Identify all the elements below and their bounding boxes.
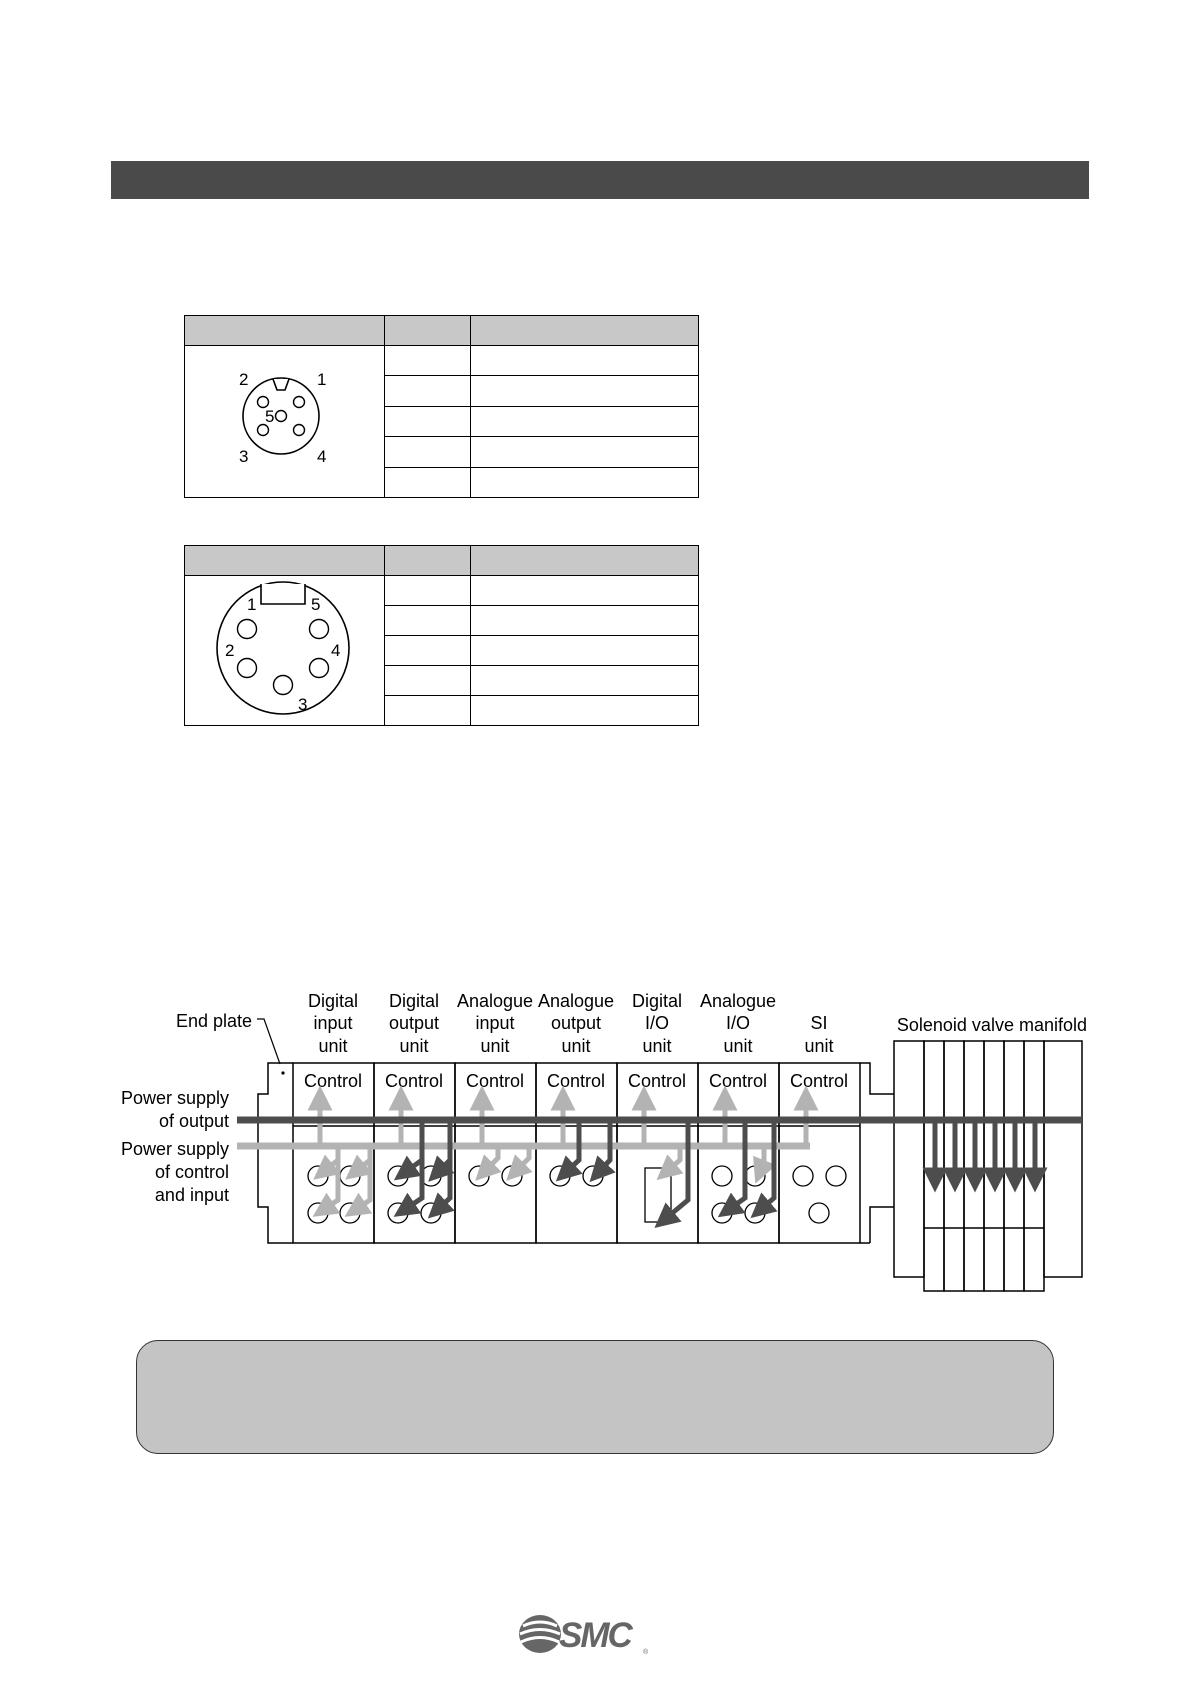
power-supply-diagram: [0, 960, 1190, 1300]
pin-label: 1: [247, 595, 257, 614]
unit-label: input: [475, 1013, 515, 1033]
power-control-label: Power supply: [120, 1139, 229, 1159]
unit-label: Analogue: [537, 991, 615, 1011]
pin-label: 3: [239, 447, 249, 466]
pin-label: 5: [311, 595, 321, 614]
table-header-row: [185, 546, 699, 576]
control-label: Control: [384, 1071, 444, 1091]
control-label: Control: [465, 1071, 525, 1091]
power-output-label: Power supply: [120, 1088, 229, 1108]
unit-label: I/O: [725, 1013, 751, 1033]
control-label: Control: [627, 1071, 687, 1091]
unit-label: Digital: [631, 991, 683, 1011]
unit-label: unit: [399, 1036, 429, 1056]
pin-label: 1: [317, 370, 327, 389]
unit-label: SI: [810, 1013, 828, 1033]
smc-logo: [515, 1610, 675, 1665]
note-box: [136, 1340, 1054, 1454]
unit-label: output: [550, 1013, 602, 1033]
control-label: Control: [546, 1071, 606, 1091]
pin-table-1: [184, 315, 699, 498]
table-header-row: [185, 316, 699, 346]
section-header-bar: [111, 161, 1089, 199]
pin-label: 4: [331, 641, 341, 660]
pin-label: 3: [298, 695, 308, 714]
table-row: [185, 346, 699, 376]
power-control-label: of control: [154, 1162, 229, 1182]
pin-label: 4: [317, 447, 327, 466]
unit-label: Digital: [307, 991, 359, 1011]
unit-label: unit: [480, 1036, 510, 1056]
connector-diagram-cell: [185, 346, 385, 498]
table-row: [185, 576, 699, 606]
svg-text:®: ®: [643, 1649, 649, 1656]
power-control-label: and input: [154, 1185, 229, 1205]
unit-label: unit: [804, 1036, 834, 1056]
unit-label: unit: [561, 1036, 591, 1056]
pin-table-2: [184, 545, 699, 726]
pin-label: 2: [225, 641, 235, 660]
logo-text: SMC: [559, 1616, 631, 1655]
control-labels: [304, 1071, 848, 1091]
unit-label: Analogue: [456, 991, 534, 1011]
control-label: Control: [789, 1071, 849, 1091]
control-label: Control: [303, 1071, 363, 1091]
unit-label: unit: [723, 1036, 753, 1056]
unit-label: input: [313, 1013, 353, 1033]
power-output-label: of output: [158, 1111, 229, 1131]
unit-label: unit: [318, 1036, 348, 1056]
unit-label: Digital: [388, 991, 440, 1011]
connector-1-icon: [185, 346, 385, 492]
unit-label: unit: [642, 1036, 672, 1056]
connector-2-icon: [185, 576, 385, 720]
control-label: Control: [708, 1071, 768, 1091]
pin-label: 2: [239, 370, 249, 389]
end-plate-label: End plate: [175, 1011, 252, 1031]
unit-label: I/O: [644, 1013, 670, 1033]
solenoid-manifold-label: Solenoid valve manifold: [896, 1015, 1087, 1035]
connector-diagram-cell: [185, 576, 385, 726]
pin-label: 5: [265, 407, 275, 426]
unit-labels: [308, 991, 834, 1056]
smc-logo-icon: [515, 1610, 675, 1660]
unit-label: output: [388, 1013, 440, 1033]
unit-label: Analogue: [699, 991, 777, 1011]
